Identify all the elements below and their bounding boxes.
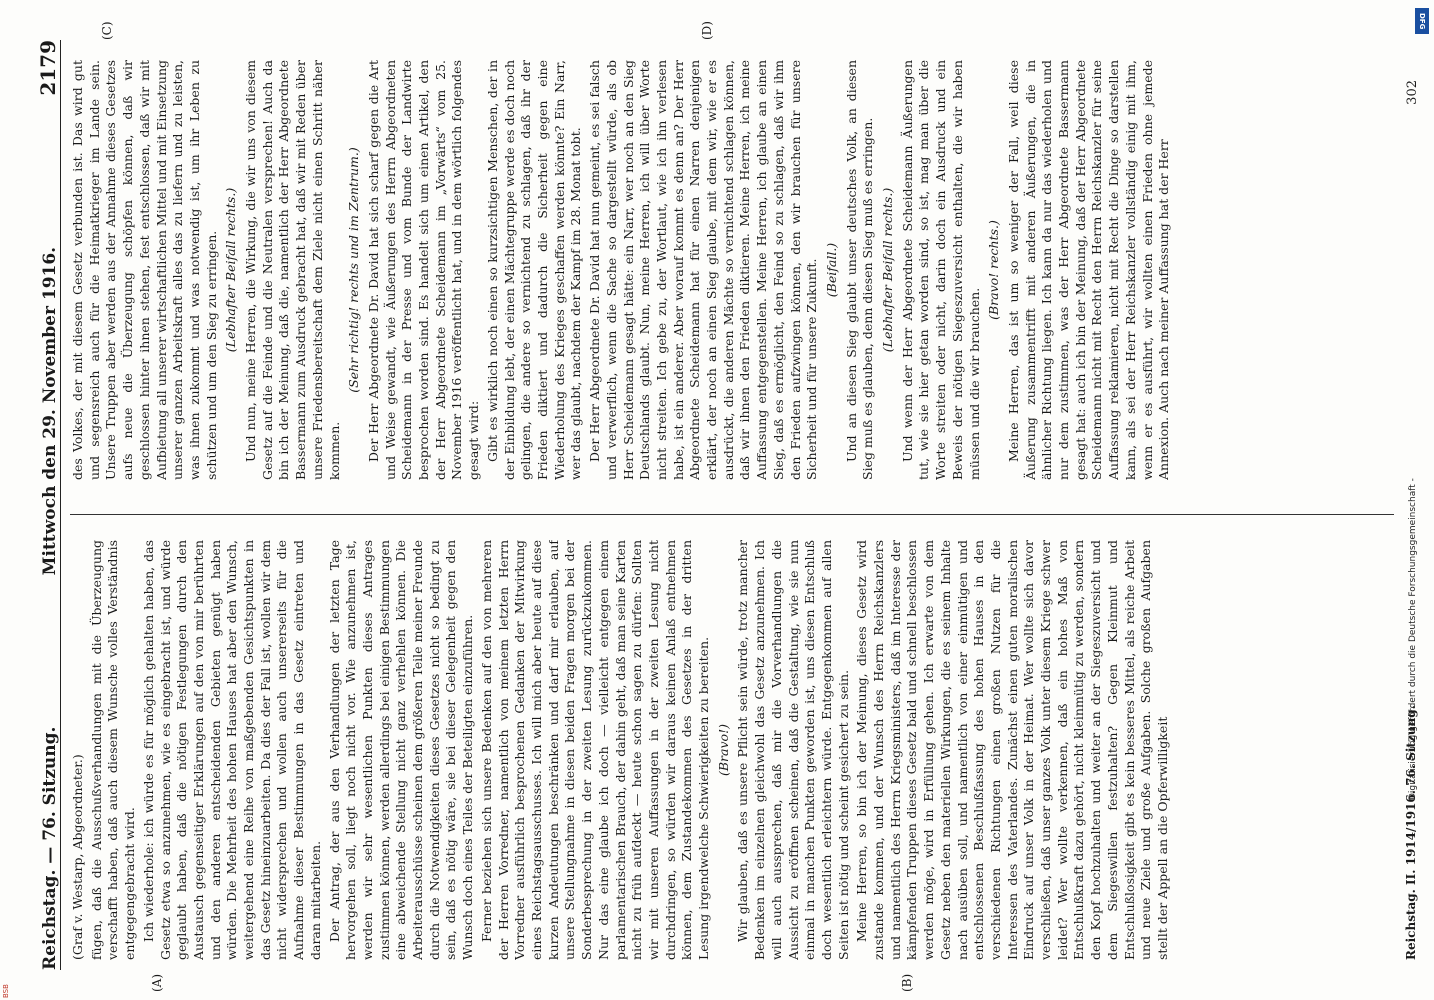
- paragraph: Und wenn der Herr Abgeordnete Scheidemann Äußerungen tut, wie sie hier getan worden sind, so ist, mag man über die Worte streiten oder nicht, darin doch ein Ausdruck und ein Beweis der nötigen Siegeszuversicht enthalten, die wir haben müssen und die wir brauchen.: [899, 60, 982, 480]
- column-divider: [70, 514, 1394, 515]
- paragraph: Der Herr Abgeordnete Dr. David hat sich scharf gegen die Art und Weise gewandt, wie Äußerungen des Herrn Abgeordneten Scheidemann in der Presse und vom Bunde der Landwirte besprochen worden sind. Es handelt sich um einen Artikel, den der Herr Abgeordnete Scheidemann im „Vorwärts“ vom 25. November 1916 veröffentlicht hat, und in dem wörtlich folgendes gesagt wird:: [365, 60, 482, 480]
- margin-marker-d: (D): [700, 21, 714, 40]
- applause-note: (Lebhafter Beifall rechts.): [880, 187, 896, 353]
- paragraph: Wir glauben, daß es unsere Pflicht sein würde, trotz mancher Bedenken im einzelnen gleichwohl das Gesetz anzunehmen. Ich will auch aussprechen, daß mir die Vorverhandlungen die Aussicht zu eröffnen scheinen, daß die Gestaltung, wie sie nun einmal in manchen Punkten geworden ist, uns diesen Entschluß doch wesentlich erleichtern würde. Entgegenkommen auf allen Seiten ist nötig und scheint gesichert zu sein.: [735, 540, 851, 960]
- quotation: Gibt es wirklich noch einen so kurzsichtigen Menschen, der in der Einbildung lebt, der einen Mächtegruppe werde es doch noch gelingen, die andere so vernichtend zu schlagen, daß ihr der Frieden diktiert und dadurch die Sicherheit gegen eine Wiederholung des Krieges geschaffen werden könnte? Ein Narr, wer das glaubt, nachdem der Kampf im 28. Monat tobt.: [484, 60, 584, 480]
- sheet-number: 302: [1405, 80, 1420, 105]
- applause-note: (Bravo!): [715, 724, 731, 776]
- applause-note: (Sehr richtig! rechts und im Zentrum.): [346, 147, 362, 393]
- paragraph: Der Herr Abgeordnete Dr. David hat nun gemeint, es sei falsch und verwerflich, wenn die Sache so dargestellt würde, als ob Herr Scheidemann gesagt hätte: ein Narr, wer noch an den Sieg Deutschlands glaubt. Nun, meine Herren, ich will über Worte nicht streiten. Ich gebe zu, der Wortlaut, wie ich ihn verlesen habe, ist ein anderer. Aber worauf kommt es denn an? Der Herr Abgeordnete Scheidemann hat für einen Narren denjenigen erklärt, der noch an einen Sieg glaube, mit dem wir, wie er es ausdrückt, die anderen Mächte so vernichtend schlagen können, daß wir ihnen den Frieden diktieren. Meine Herren, ich meine Auffassung entgegenstellen. Meine Herren, ich glaube an einen Sieg, daß es ermöglicht, den Feind so zu schlagen, daß wir ihm den Frieden aufzwingen können, den wir brauchen für unsere Sicherheit und für unsere Zukunft.: [587, 60, 820, 480]
- page-header: [20, 40, 61, 970]
- applause-note: (Bravo! rechts.): [986, 220, 1002, 320]
- margin-marker-c: (C): [100, 21, 114, 40]
- paragraph: des Volkes, der mit diesem Gesetz verbunden ist. Das wird gut und segensreich auch für die Heimatkrieger im Lande sein. Unsere Truppen aber werden aus der Annahme dieses Gesetzes aufs neue die Überzeugung schöpfen können, daß wir geschlossen hinter ihnen stehen, fest entschlossen, daß wir mit Aufbietung all unserer wirtschaftlichen Mittel und mit Einsetzung unserer ganzen Arbeitskraft alles das zu liefern und zu leisten, was ihnen zukommt und was notwendig ist, um ihr Leben zu schützen und um den Sieg zu erringen.: [70, 60, 219, 480]
- applause-note: (Beifall.): [823, 242, 839, 298]
- digitization-credit: Digitalisierung gefördert durch die Deutsche Forschungsgemeinschaft -: [1408, 478, 1418, 800]
- dfg-logo: DFG: [1415, 8, 1429, 34]
- applause-note: (Lebhafter Beifall rechts.): [223, 187, 239, 353]
- paragraph: Meine Herren, das ist um so weniger der Fall, weil diese Äußerung zusammentrifft mit anderen Äußerungen, die in ähnlicher Richtung liegen. Ich kann da nur das wiederholen und nur dem zustimmen, was der Herr Abgeordnete Bassermann gesagt hat: auch ich bin der Meinung, daß der Herr Abgeordnete Scheidemann nicht mit Recht den Herrn Reichskanzler für seine Auffassung reklamieren, nicht mit Recht die Dinge so darstellen kann, als sei der Herr Reichskanzler vollständig einig mit ihm, wenn er es ausführt, wir wollten einen Frieden ohne jemede Annexion. Auch nach meiner Auffassung hat der Herr: [1005, 60, 1172, 480]
- header-left: Reichstag. — 76. Sitzung.: [40, 726, 60, 970]
- header-date: Mittwoch den 29. November 1916.: [40, 246, 60, 576]
- paragraph: Der Antrag, der aus den Verhandlungen der letzten Tage hervorgehen soll, liegt noch nicht vor. Wie anzunehmen ist, werden wir sehr wesentlichen Punkten dieses Antrages zustimmen können, werden allerdings bei einigen Bestimmungen eine abweichende Stellung nicht ganz verhehlen können. Die Arbeiterausschüsse scheinen dem größeren Teile meiner Freunde durch die Notwendigkeiten dieses Gesetzes nicht so bedingt zu sein, daß es nötig wäre, sie bei dieser Gelegenheit gegen den Wunsch doch eines Teiles der Beteiligten einzuführen.: [326, 540, 476, 960]
- margin-marker-b: (B): [900, 973, 914, 992]
- paragraph: fügen, daß die Ausschußverhandlungen mit die Überzeugung verschafft haben, daß auch diesem Wunsche volles Verständnis entgegengebracht wird.: [88, 540, 138, 960]
- library-mark: BSB: [2, 984, 10, 998]
- left-column: [70, 540, 1394, 960]
- paragraph: Ich wiederhole: ich würde es für möglich gehalten haben, das Gesetz etwa so anzunehmen, wie es eingebracht ist, und würde geglaubt haben, daß die nötigen Festlegungen durch den Austausch gegenseitiger Erklärungen auf den von mir berührten und den anderen entscheidenden Gebieten genügt haben würden. Die Mehrheit des hohen Hauses hat aber den Wunsch, weitergehend eine Reihe von maßgebenden Gesichtspunkten in das Gesetz hineinzuarbeiten. Da dies der Fall ist, wollen wir dem nicht widersprechen und wollen auch unsererseits für die Aufnahme dieser Bestimmungen in das Gesetz eintreten und daran mitarbeiten.: [140, 540, 323, 960]
- speaker-line: (Graf v. Westarp, Abgeordneter.): [70, 754, 85, 960]
- header-page-number: 2179: [36, 40, 60, 96]
- paragraph: Meine Herren, so bin ich der Meinung, dieses Gesetz wird zustande kommen, und der Wunsch des Herrn Reichskanzlers und namentlich des Herrn Kriegsministers, daß im Interesse der kämpfenden Truppen dieses Gesetz bald und schnell beschlossen werden möge, wird in Erfüllung gehen. Ich erwarte von dem Gesetz neben den materiellen Wirkungen, die es seinem Inhalte nach ausüben soll, und namentlich von einer einmütigen und entschlossenen Beschlußfassung des hohen Hauses in den verschiedenen Richtungen einen großen Nutzen für die Interessen des Vaterlandes. Zunächst einen guten moralischen Eindruck auf unser Volk in der Heimat. Wer wollte sich davor verschließen, daß unser ganzes Volk unter diesem Kriege schwer leidet? Wer wollte verkennen, daß ein hohes Maß von Entschlußkraft dazu gehört, nicht kleinmütig zu werden, sondern den Kopf hochzuhalten und weiter an der Siegeszuversicht und dem Siegeswillen festzuhalten? Gegen Kleinmut und Entschlußlosigkeit gibt es kein besseres Mittel, als reiche Arbeit und neue Ziele und große Aufgaben. Solche großen Aufgaben stellt der Appell an die Opferwilligkeit: [854, 540, 1170, 960]
- paragraph: Und an diesen Sieg glaubt unser deutsches Volk, an diesen Sieg muß es glauben, denn diesen Sieg muß es erringen.: [843, 60, 876, 480]
- right-column: [70, 60, 1394, 480]
- paragraph: Ferner beziehen sich unsere Bedenken auf den von mehreren der Herren Vorredner, namentlich von meinem letzten Herrn Vorredner ausführlich besprochenen Gedanken der Mitwirkung eines Reichstagsausschusses. Ich will mich aber heute auf diese kurzen Andeutungen beschränken und darf mir erlauben, auf unsere Stellungnahme in diesen beiden Fragen morgen bei der Sonderbesprechung in der zweiten Lesung zurückzukommen. Nur das eine glaube ich doch — vielleicht entgegen einem parlamentarischen Brauch, der dahin geht, daß man seine Karten nicht zu früh aufdeckt — heute schon sagen zu dürfen: Sollten wir mit unseren Auffassungen in der zweiten Lesung nicht durchdringen, so würden wir daraus keinen Anlaß entnehmen können, dem Zustandekommen des Gesetzes in der dritten Lesung irgendwelche Schwierigkeiten zu bereiten.: [478, 540, 712, 960]
- page-footer: Reichstag. II. 1914/1916. 76. Sitzung.: [1404, 705, 1418, 960]
- paragraph: Und nun, meine Herren, die Wirkung, die wir uns von diesem Gesetz auf die Feinde und die Neutralen versprechen! Auch da bin ich der Meinung, daß die, namentlich der Herr Abgeordnete Bassermann zum Ausdruck gebracht hat, daß wir mit Reden über unsere Friedensbereitschaft dem Ziele nicht einen Schritt näher kommen.: [243, 60, 342, 480]
- margin-marker-a: (A): [150, 973, 164, 992]
